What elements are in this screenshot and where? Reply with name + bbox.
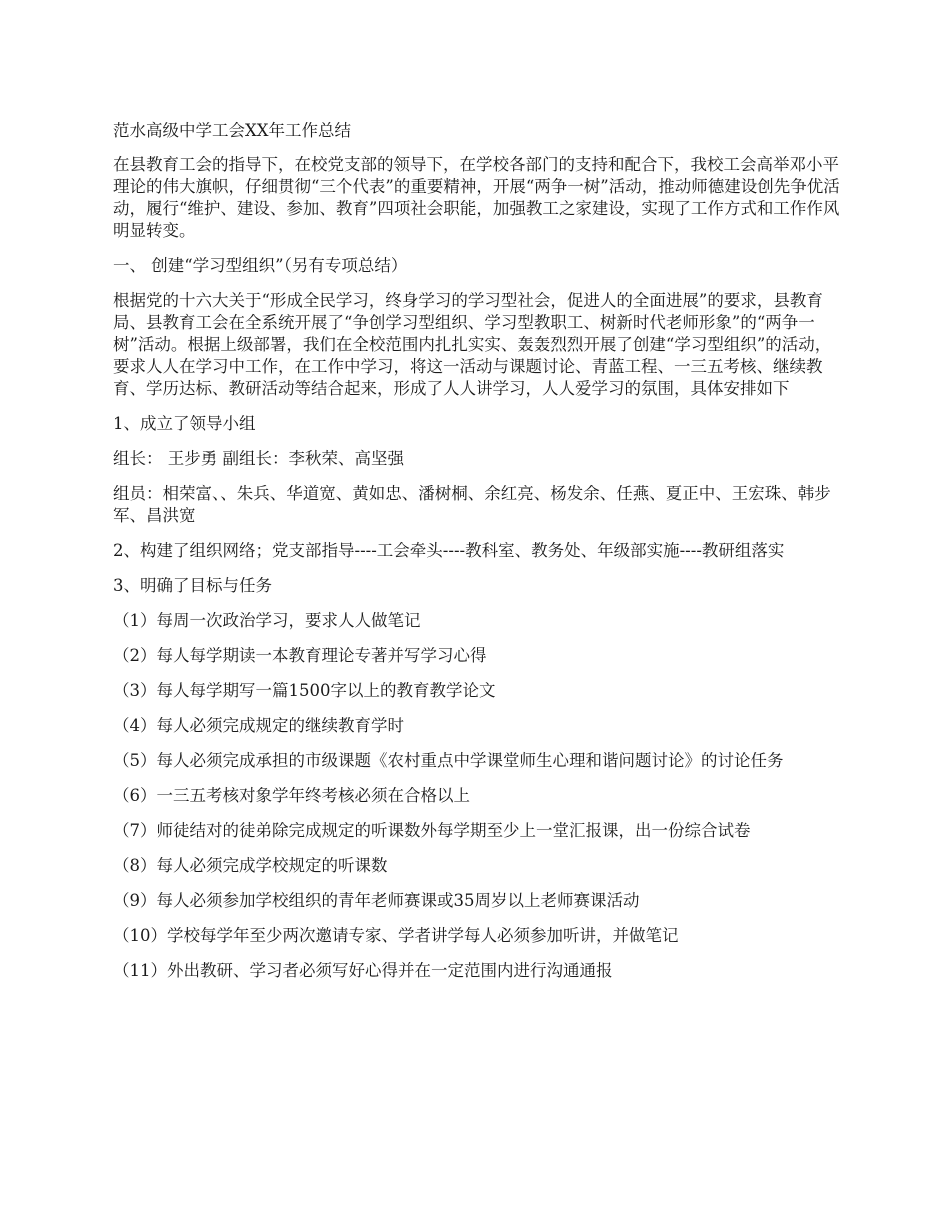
task-item: （2）每人每学期读一本教育理论专著并写学习心得	[113, 646, 487, 665]
task-item: （9）每人必须参加学校组织的青年老师赛课或35周岁以上老师赛课活动	[113, 891, 640, 910]
leaders-line: 组长： 王步勇 副组长：李秋荣、高坚强	[113, 449, 404, 468]
task-item: （5）每人必须完成承担的市级课题《农村重点中学课堂师生心理和谐问题讨论》的讨论任务	[113, 751, 784, 770]
intro-paragraph: 在县教育工会的指导下，在校党支部的领导下，在学校各部门的支持和配合下，我校工会高举邓小平理论的伟大旗帜，仔细贯彻“三个代表”的重要精神，开展“两争一树”活动，推动师德建设创先争优活动，履行“维护、建设、参加、教育”四项社会职能，加强教工之家建设，实现了工作方式和工作作风明显转变。	[113, 155, 840, 240]
item-heading: 1、成立了领导小组	[113, 414, 256, 433]
section-body-paragraph: 根据党的十六大关于“形成全民学习，终身学习的学习型社会，促进人的全面进展”的要求，县教育局、县教育工会在全系统开展了“争创学习型组织、学习型教职工、树新时代老师形象”的“两争一树”活动。根据上级部署，我们在全校范围内扎扎实实、轰轰烈烈开展了创建“学习型组织”的活动，要求人人在学习中工作，在工作中学习，将这一活动与课题讨论、青蓝工程、一三五考核、继续教育、学历达标、教研活动等结合起来，形成了人人讲学习，人人爱学习的氛围，具体安排如下	[113, 291, 832, 398]
task-item: （1）每周一次政治学习，要求人人做笔记	[113, 611, 421, 630]
task-item: （3）每人每学期写一篇1500字以上的教育教学论文	[113, 681, 496, 700]
task-item: （7）师徒结对的徒弟除完成规定的听课数外每学期至少上一堂汇报课，出一份综合试卷	[113, 821, 751, 840]
document-body	[113, 120, 843, 995]
task-item: （4）每人必须完成规定的继续教育学时	[113, 716, 404, 735]
task-item: （6）一三五考核对象学年终考核必须在合格以上	[113, 786, 470, 805]
document-title: 范水高级中学工会XX年工作总结	[113, 121, 351, 140]
task-item: （8）每人必须完成学校规定的听课数	[113, 856, 388, 875]
members-line: 组员：相荣富、、朱兵、华道宽、黄如忠、潘树桐、余红亮、杨发余、任燕、夏正中、王宏珠、韩步军、昌洪宽	[113, 484, 831, 525]
item-heading: 3、明确了目标与任务	[113, 576, 272, 595]
organization-network-line: 2、构建了组织网络；党支部指导----工会牵头----教科室、教务处、年级部实施----教研组落实	[113, 541, 785, 560]
task-item: （10）学校每学年至少两次邀请专家、学者讲学每人必须参加听讲，并做笔记	[113, 926, 679, 945]
task-item: （11）外出教研、学习者必须写好心得并在一定范围内进行沟通通报	[113, 961, 613, 980]
section-heading: 一、 创建“学习型组织”（另有专项总结）	[113, 256, 408, 275]
